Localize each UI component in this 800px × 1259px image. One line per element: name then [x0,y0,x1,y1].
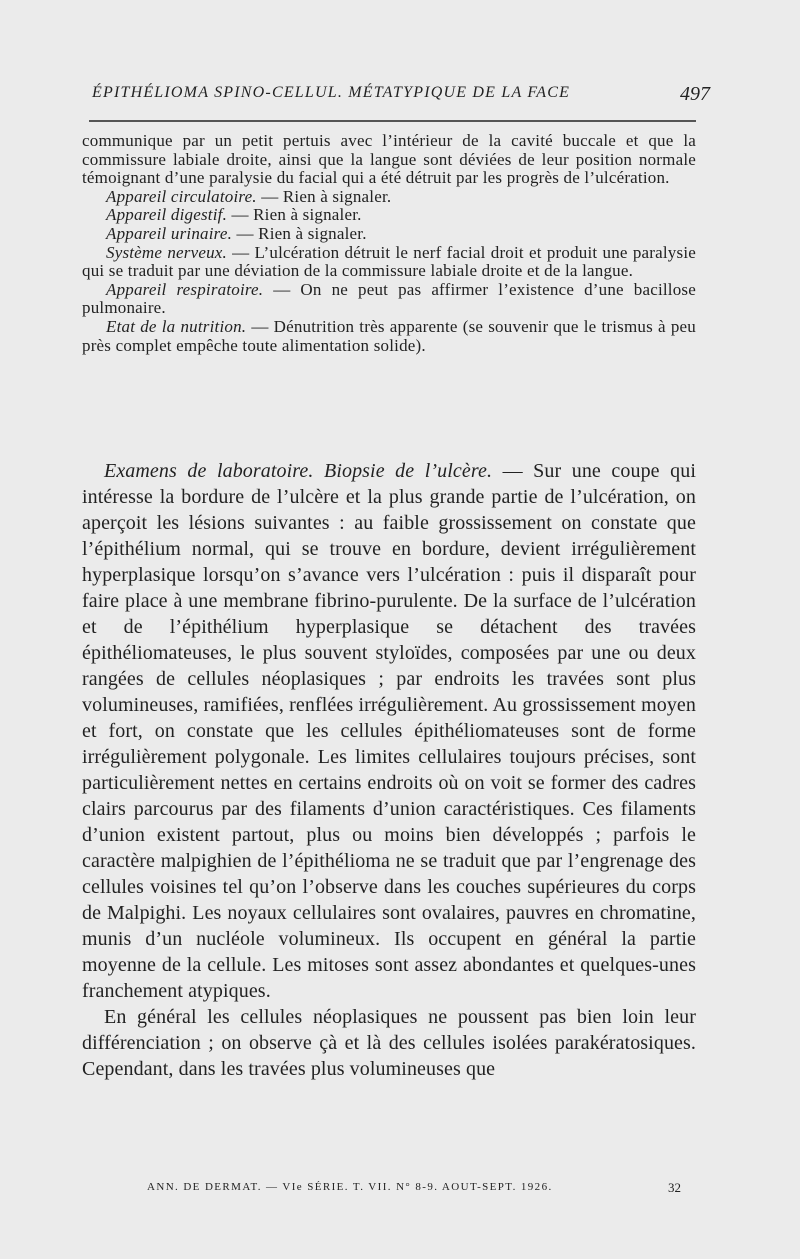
clinical-observation-section [82,132,696,355]
respiratory-system-paragraph [82,281,696,318]
laboratory-heading: Examens de laboratoire. Biopsie de l’ulcère. [104,460,493,482]
respiratory-system-label: Appareil respiratoire. [106,279,264,299]
digestive-system-paragraph [82,206,696,225]
circulatory-system-paragraph [82,188,696,207]
footer-folio: 32 [668,1180,681,1195]
laboratory-examinations-section [82,458,696,1082]
digestive-system-label: Appareil digestif. [106,205,228,225]
journal-footer [147,1181,687,1199]
respiratory-system-text: — On ne peut pas affirmer l’existence d’une bacillose pulmonaire. [82,279,696,318]
observation-opening-paragraph: communique par un petit pertuis avec l’intérieur de la cavité buccale et que la commissure labiale droite, ainsi que la langue sont déviées de leur position normale témoignant d’une paralysie du facial qui a été détruit par les progrès de l’ulcération. [82,131,696,188]
header-rule [89,120,696,122]
urinary-system-paragraph [82,225,696,244]
running-title: ÉPITHÉLIOMA SPINO-CELLUL. MÉTATYPIQUE DE LA FACE [92,84,571,101]
page-number: 497 [680,83,710,105]
urinary-system-text: — Rien à signaler. [232,223,367,243]
circulatory-system-text: — Rien à signaler. [256,186,392,206]
nervous-system-text: — L’ulcération détruit le nerf facial droit et produit une paralysie qui se traduit par une déviation de la commissure labiale droite et de la langue. [82,242,696,281]
nervous-system-label: Système nerveux. [106,242,227,262]
running-header [92,84,710,112]
urinary-system-label: Appareil urinaire. [106,223,233,243]
laboratory-first-paragraph [82,458,696,1004]
laboratory-second-paragraph: En général les cellules néoplasiques ne poussent pas bien loin leur différenciation ; on observe çà et là des cellules isolées parakératosiques. Cependant, dans les travées plus volumineuses que [82,1006,696,1080]
laboratory-first-text: — Sur une coupe qui intéresse la bordure de l’ulcère et la plus grande partie de l’ulcération, on aperçoit les lésions suivantes : au faible grossissement on constate que l’épithélium normal, qui se trouve en bordure, devient irrégulièrement hyperplasique lorsqu’on s’avance vers l’ulcération : puis il disparaît pour faire place à une membrane fibrino-purulente. De la surface de l’ulcération et de l’épithélium hyperplasique se détachent des travées épithéliomateuses, le plus souvent styloïdes, composées par une ou deux rangées de cellules néoplasiques ; par endroits les travées sont plus volumineuses, ramifiées, renflées irrégulièrement. Au grossissement moyen et fort, on constate que les cellules épithéliomateuses sont de forme irrégulièrement polygonale. Les limites cellulaires toujours précises, sont particulièrement nettes en certains endroits où on voit se former des cadres clairs parcourus par des filaments d’union caractéristiques. Ces filaments d’union existent partout, plus ou moins bien développés ; parfois le caractère malpighien de l’épithélioma ne se traduit que par l’engrenage des cellules voisines tel qu’on l’observe dans les couches supérieures du corps de Malpighi. Les noyaux cellulaires sont ovalaires, pauvres en chromatine, munis d’un nucléole volumineux. Ils occupent en général la partie moyenne de la cellule. Les mitoses sont assez abondantes et quelques-unes franchement atypiques. [82,460,696,1002]
digestive-system-text: — Rien à signaler. [227,205,362,225]
circulatory-system-label: Appareil circulatoire. [106,186,257,206]
journal-citation: ANN. DE DERMAT. — VIe SÉRIE. T. VII. N° 8-9. AOUT-SEPT. 1926. [147,1181,553,1193]
nutrition-state-text: — Dénutrition très apparente (se souvenir que le trismus à peu près complet empêche toute alimentation solide). [82,316,697,355]
nervous-system-paragraph [82,244,696,281]
nutrition-state-label: Etat de la nutrition. [106,316,247,336]
nutrition-state-paragraph [82,318,696,355]
